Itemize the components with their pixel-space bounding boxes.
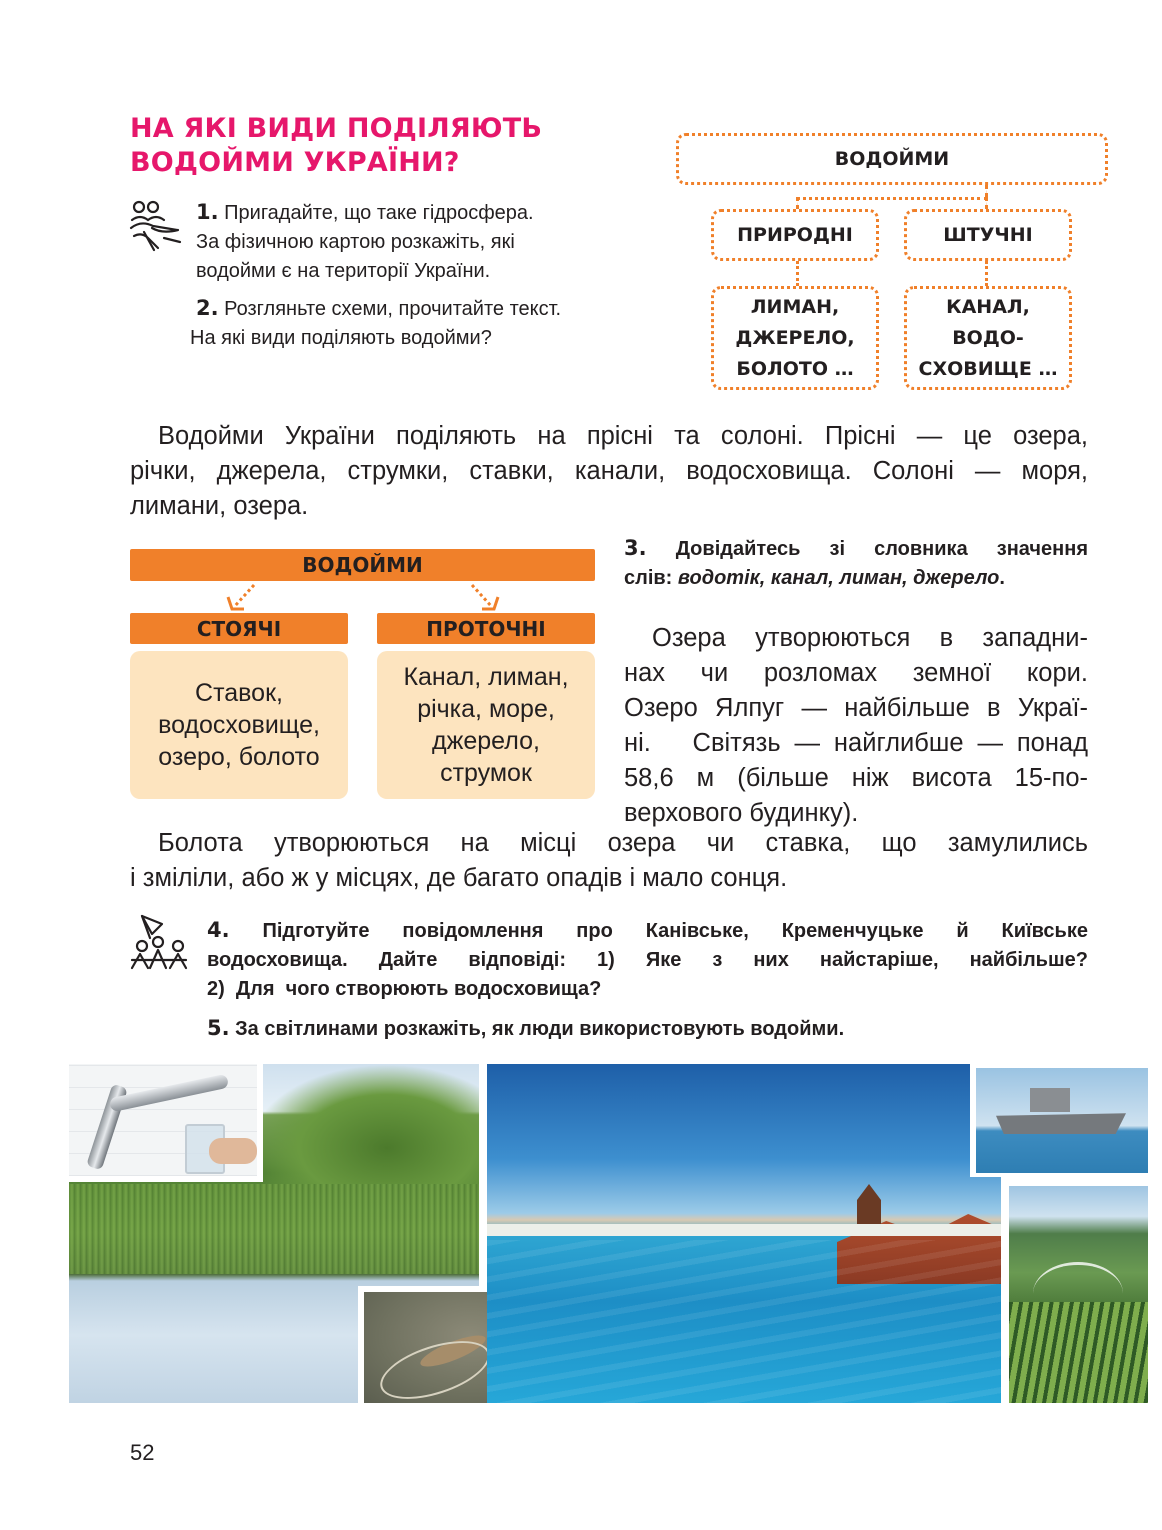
task-3-line-1: Довідайтесь зі словника значення <box>675 538 1088 560</box>
task-3-dictionary-words: водотік, канал, лиман, джерело <box>677 567 1000 589</box>
title-line-2: ВОДОЙМИ УКРАЇНИ? <box>130 147 460 178</box>
page-number: 52 <box>130 1440 155 1465</box>
scheme-1-artificial-examples: КАНАЛ, ВОДО- СХОВИЩЕ … <box>904 286 1072 390</box>
task-1 <box>196 198 666 286</box>
task-3-number: 3. <box>624 536 647 560</box>
irrigation-photo <box>1003 1182 1148 1403</box>
scheme-2-flowing-examples: Канал, лиман, річка, море, джерело, струмок <box>377 651 595 799</box>
scheme-1-connector <box>796 197 988 200</box>
paragraph-line: Озера утворюються в западни- <box>652 624 1088 652</box>
paragraph-line: Болота утворюються на місці озера чи ставка, що замулились <box>158 829 1088 857</box>
scheme-1-root: ВОДОЙМИ <box>676 133 1108 185</box>
task-2 <box>190 294 670 353</box>
task-5-number: 5. <box>207 1016 230 1040</box>
paragraph-swamps <box>130 826 1088 896</box>
paragraph-line: нах чи розломах земної кори. <box>624 659 1088 687</box>
task-5-line-1: За світлинами розкажіть, як люди використовують водойми. <box>235 1018 845 1040</box>
task-4-line-3: 2) Для чого створюють водосховища? <box>207 978 602 1000</box>
title-line-1: НА ЯКІ ВИДИ ПОДІЛЯЮТЬ <box>130 113 543 144</box>
task-4-number: 4. <box>207 918 230 942</box>
task-5 <box>207 1014 1088 1044</box>
paragraph-lakes <box>624 621 1088 831</box>
task-4 <box>207 916 1088 1004</box>
group-work-icon <box>128 198 192 258</box>
ship-photo <box>970 1064 1148 1177</box>
task-1-line-2: За фізичною картою розкажіть, які <box>196 231 515 253</box>
paragraph-line: річки, джерела, струмки, ставки, канали, водосховища. Солоні — моря, <box>130 457 1088 485</box>
scheme-2-flowing: ПРОТОЧНІ <box>377 613 595 644</box>
project-flag-icon <box>128 912 194 972</box>
paragraph-line: Озеро Ялпуг — найбільше в Украї- <box>624 694 1088 722</box>
scheme-2-root: ВОДОЙМИ <box>130 549 595 581</box>
scheme-1-connector <box>985 185 988 197</box>
task-2-line-2: На які види поділяють водойми? <box>190 327 492 349</box>
task-1-number: 1. <box>196 200 219 224</box>
scheme-2-standing-examples: Ставок, водосховище, озеро, болото <box>130 651 348 799</box>
swimming-pool-photo <box>487 1064 1001 1403</box>
task-3-line-2-prefix: слів: <box>624 567 678 589</box>
task-1-line-1: Пригадайте, що таке гідросфера. <box>224 202 534 224</box>
paragraph-line: і зміліли, або ж у місцях, де багато опадів і мало сонця. <box>130 864 788 892</box>
paragraph-line: 58,6 м (більше ніж висота 15-по- <box>624 764 1088 792</box>
scheme-1-connector <box>985 261 988 286</box>
task-2-number: 2. <box>196 296 219 320</box>
paragraph-line: верхового будинку). <box>624 799 859 827</box>
scheme-1-connector <box>985 197 988 209</box>
paragraph-line: Водойми України поділяють на прісні та солоні. Прісні — це озера, <box>158 422 1088 450</box>
faucet-photo <box>69 1064 263 1182</box>
task-3 <box>624 534 1088 593</box>
scheme-1-artificial: ШТУЧНІ <box>904 209 1072 261</box>
scheme-1-connector <box>796 261 799 286</box>
task-4-line-2: водосховища. Дайте відповіді: 1) Яке з них найстаріше, найбільше? <box>207 949 1088 971</box>
task-1-line-3: водойми є на території України. <box>196 260 491 282</box>
scheme-1-connector <box>796 197 799 209</box>
task-4-line-1: Підготуйте повідомлення про Канівське, Кременчуцьке й Київське <box>262 920 1088 942</box>
paragraph-fresh-salt <box>130 419 1088 524</box>
scheme-2-standing: СТОЯЧІ <box>130 613 348 644</box>
paragraph-line: ні. Світязь — найглибше — понад <box>624 729 1088 757</box>
paragraph-line: лимани, озера. <box>130 492 309 520</box>
scheme-1-natural: ПРИРОДНІ <box>711 209 879 261</box>
task-2-line-1: Розгляньте схеми, прочитайте текст. <box>224 298 562 320</box>
task-3-line-2-suffix: . <box>999 567 1005 589</box>
scheme-2-arrows <box>222 583 512 613</box>
scheme-1-natural-examples: ЛИМАН, ДЖЕРЕЛО, БОЛОТО … <box>711 286 879 390</box>
page-title <box>130 112 650 180</box>
